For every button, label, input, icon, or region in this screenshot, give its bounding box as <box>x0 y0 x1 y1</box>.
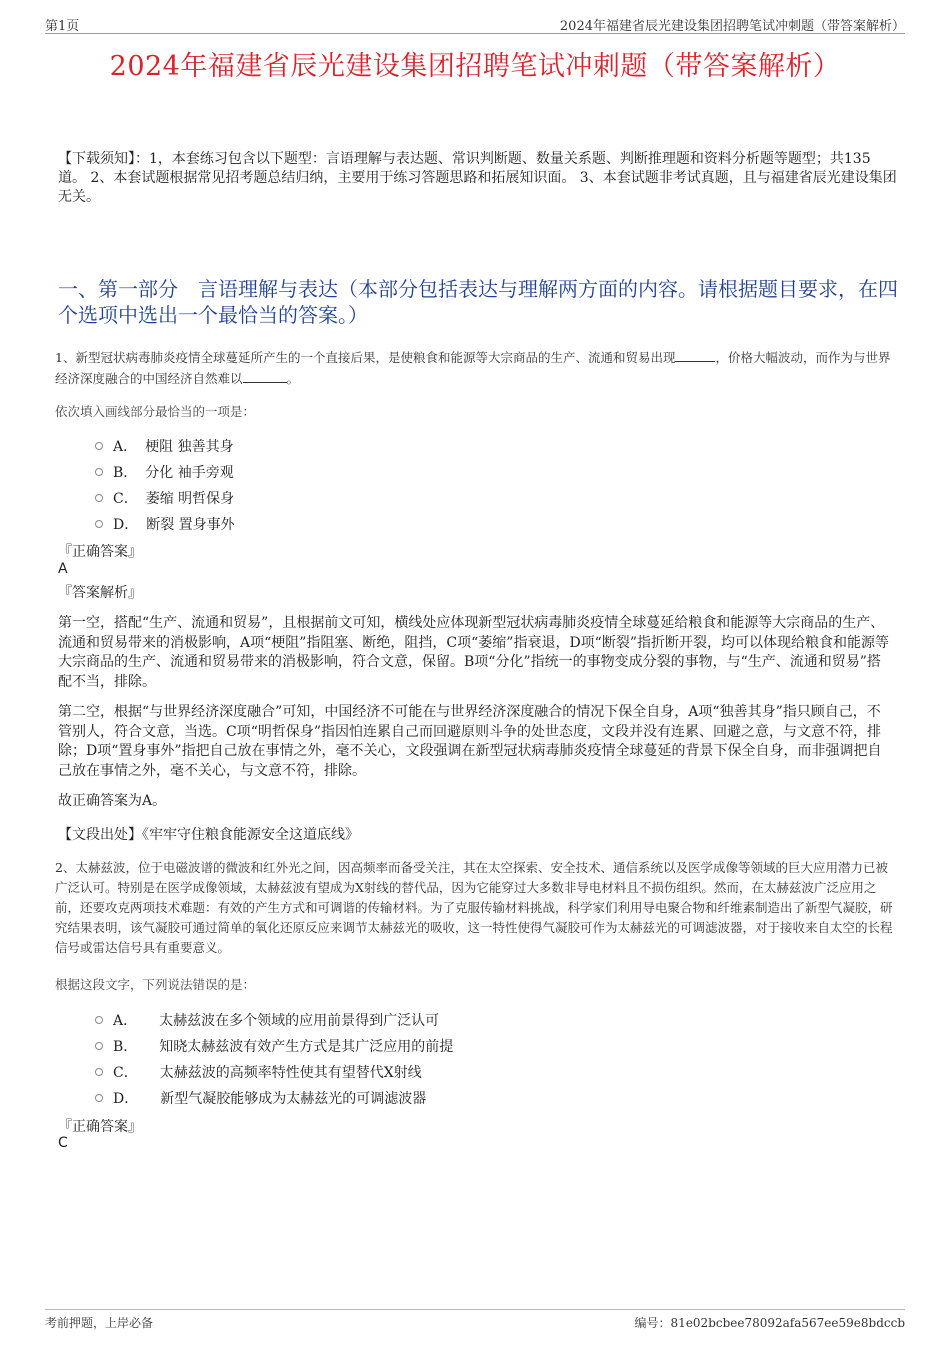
question-1-text <box>55 347 900 389</box>
section-heading: 一、第一部分 言语理解与表达（本部分包括表达与理解两方面的内容。请根据题目要求，在四个选项中选出一个最恰当的答案。） <box>58 277 898 327</box>
radio-button[interactable] <box>95 442 103 450</box>
document-title: 2024年福建省辰光建设集团招聘笔试冲刺题（带答案解析） <box>109 51 841 82</box>
option-text: 太赫兹波的高频率特性使其有望替代X射线 <box>159 1065 422 1081</box>
option-c[interactable]: C． 太赫兹波的高频率特性使其有望替代X射线 <box>95 1059 453 1085</box>
question-1-options <box>95 433 235 537</box>
fill-blank-2 <box>243 368 287 383</box>
question-1-text-part3: 。 <box>286 371 300 386</box>
radio-button[interactable] <box>95 494 103 502</box>
radio-button[interactable] <box>95 1016 103 1024</box>
radio-button[interactable] <box>95 520 103 528</box>
fill-blank-1 <box>675 347 715 362</box>
download-notice: 【下载须知】：1，本套练习包含以下题型：言语理解与表达题、常识判断题、数量关系题、判断推理题和资料分析题等题型；共135道。 2、本套试题根据常见招考题总结归纳，主要用于练习答题思路和拓展知识面。 3、本套试题非考试真题，且与福建省辰光建设集团无关。 <box>58 151 897 205</box>
analysis-paragraph-1: 第一空，搭配“生产、流通和贸易”，且根据前文可知，横线处应体现新型冠状病毒肺炎疫情全球蔓延给粮食和能源等大宗商品的生产、流通和贸易带来的消极影响，A项“梗阻”指阻塞、断绝，阻挡，C项“萎缩”指衰退，D项“断裂”指折断开裂，均可以体现给粮食和能源等大宗商品的生产、流通和贸易带来的消极影响，符合文意，保留。B项“分化”指统一的事物变成分裂的事物，与“生产、流通和贸易”搭配不当，排除。 <box>58 615 889 690</box>
header-divider <box>45 33 905 34</box>
document-id: 编号：81e02bcbee78092afa567ee59e8bdccb <box>634 1316 905 1330</box>
option-b[interactable]: B． 分化 袖手旁观 <box>95 459 235 485</box>
radio-button[interactable] <box>95 1042 103 1050</box>
option-d[interactable]: D． 断裂 置身事外 <box>95 511 235 537</box>
analysis-paragraph-2: 第二空，根据“与世界经济深度融合”可知，中国经济不可能在与世界经济深度融合的情况下保全自身，A项“独善其身”指只顾自己，不管别人，符合文意，当选。C项“明哲保身”指因怕连累自己而回避原则斗争的处世态度，文段并没有连累、回避之意，与文意不符，排除；D项“置身事外”指把自己放在事情之外，毫不关心，文段强调在新型冠状病毒肺炎疫情全球蔓延的背景下保全自身，而非强调把自己放在事情之外，毫不关心，与文意不符，排除。 <box>58 704 882 779</box>
option-text: 新型气凝胶能够成为太赫兹光的可调滤波器 <box>160 1091 427 1107</box>
correct-answer-label: 『正确答案』 <box>58 544 142 560</box>
option-text: 断裂 置身事外 <box>146 517 235 533</box>
correct-answer: C <box>58 1135 68 1151</box>
answer-analysis-label: 『答案解析』 <box>58 585 142 601</box>
radio-button[interactable] <box>95 1094 103 1102</box>
question-2-text: 2、太赫兹波，位于电磁波谱的微波和红外光之间，因高频率而备受关注，其在太空探索、安全技术、通信系统以及医学成像等领域的巨大应用潜力已被广泛认可。特别是在医学成像领域，太赫兹波有望成为X射线的替代品，因为它能穿过大多数非导电材料且不损伤组织。然而，在太赫兹波广泛应用之前，还要攻克两项技术难题：有效的产生方式和可调谐的传输材料。为了克服传输材料挑战，科学家们利用导电聚合物和纤维素制造出了新型气凝胶，研究结果表明，该气凝胶可通过简单的氧化还原反应来调节太赫兹光的吸收，这一特性使得气凝胶可作为太赫兹光的可调滤波器，对于接收来自太空的长程信号或雷达信号具有重要意义。 <box>55 860 893 955</box>
option-text: 萎缩 明哲保身 <box>145 491 235 507</box>
question-2-options <box>95 1007 453 1111</box>
page-number: 第1页 <box>45 19 80 34</box>
analysis-conclusion: 故正确答案为A。 <box>58 793 167 809</box>
option-text: 太赫兹波在多个领域的应用前景得到广泛认可 <box>159 1013 440 1029</box>
text-source: 【文段出处】《牢牢守住粮食能源安全这道底线》 <box>58 827 359 843</box>
question-1-text-part1: 1、新型冠状病毒肺炎疫情全球蔓延所产生的一个直接后果，是使粮食和能源等大宗商品的生产、流通和贸易出现 <box>55 350 676 365</box>
option-a[interactable]: A． 梗阻 独善其身 <box>95 433 235 459</box>
question-2-prompt: 根据这段文字，下列说法错误的是： <box>55 977 256 992</box>
running-header-title: 2024年福建省辰光建设集团招聘笔试冲刺题（带答案解析） <box>559 19 905 34</box>
footer-divider <box>45 1309 905 1310</box>
option-c[interactable]: C． 萎缩 明哲保身 <box>95 485 235 511</box>
question-1-text-part2: ，价格大幅波动，而作为与世界经济深度融合的中国经济自然难以 <box>55 350 891 386</box>
option-text: 梗阻 独善其身 <box>145 439 234 455</box>
footer-slogan: 考前押题，上岸必备 <box>45 1316 154 1330</box>
correct-answer: A <box>58 561 68 577</box>
radio-button[interactable] <box>95 468 103 476</box>
correct-answer-label: 『正确答案』 <box>58 1119 142 1135</box>
option-d[interactable]: D． 新型气凝胶能够成为太赫兹光的可调滤波器 <box>95 1085 453 1111</box>
question-1-prompt: 依次填入画线部分最恰当的一项是： <box>55 404 256 419</box>
option-a[interactable]: A． 太赫兹波在多个领域的应用前景得到广泛认可 <box>95 1007 453 1033</box>
option-text: 分化 袖手旁观 <box>145 465 234 481</box>
option-text: 知晓太赫兹波有效产生方式是其广泛应用的前提 <box>159 1039 454 1055</box>
radio-button[interactable] <box>95 1068 103 1076</box>
option-b[interactable]: B． 知晓太赫兹波有效产生方式是其广泛应用的前提 <box>95 1033 453 1059</box>
